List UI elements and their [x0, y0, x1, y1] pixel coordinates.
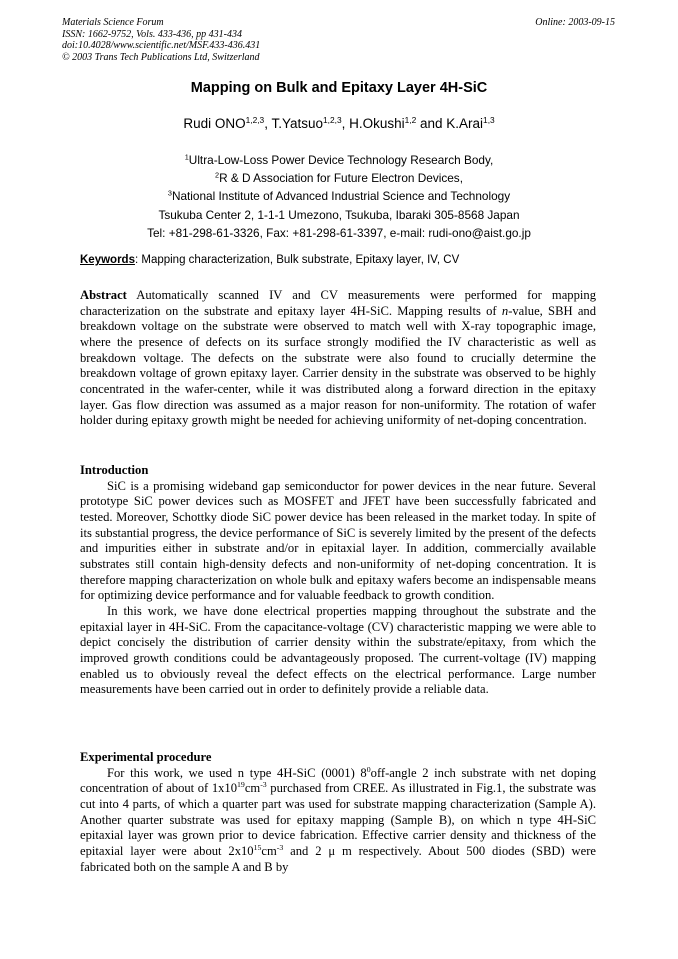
- experimental-section: [80, 750, 596, 875]
- text-run: For this work, we used n type 4H-SiC (0001) 8: [107, 765, 367, 780]
- author-affil-mark: 1,2: [404, 114, 417, 125]
- abstract-text: Automatically scanned IV and CV measurements were performed for mapping characterization on the substrate and epitaxy layer 4H-SiC. Mapping results of: [80, 288, 596, 318]
- degree-mark: 0: [366, 764, 371, 774]
- text-run: and 2 μ m respectively. About 500 diodes (SBD) were fabricated both on the sample A and B by: [80, 843, 596, 874]
- author-list: [0, 116, 678, 131]
- address-line: Tsukuba Center 2, 1-1-1 Umezono, Tsukuba, Ibaraki 305-8568 Japan: [158, 207, 520, 222]
- affil-text: R & D Association for Future Electron Devices,: [219, 171, 463, 186]
- text-run: cm: [244, 781, 261, 796]
- text-run: cm: [261, 843, 277, 858]
- journal-name: Materials Science Forum: [62, 17, 164, 28]
- text-run: off-angle 2 inch substrate with net doping concentration of about of 1x10: [80, 765, 596, 796]
- affil-mark: 1: [184, 152, 189, 162]
- keywords-text: : Mapping characterization, Bulk substrate, Epitaxy layer, IV, CV: [134, 254, 460, 266]
- author-name: Rudi ONO: [183, 116, 246, 131]
- exponent: -3: [276, 843, 284, 853]
- author-affil-mark: 1,3: [483, 114, 495, 125]
- author-affil-mark: 1,2,3: [245, 114, 265, 125]
- paragraph: SiC is a promising wideband gap semiconductor for power devices in the near future. Several prototype SiC power devices such as MOSFET and JFET have been successfully fabricated and tested. Moreover, Schottky diode SiC power device has been released in the market today. In spite of its substantial progress, the device performance of SiC is severely limited by the present of the defects and impurities either in substrate and/or in epitaxial layer. In addition, commercially available substrates still contain high-density defects and non-uniformity of net-doping concentration. It is therefore mapping characterization on whole bulk and epitaxy wafers become an indispensable means for optimizing device performance and for valuable feedback to growth condition.: [80, 478, 596, 603]
- issn-line: ISSN: 1662-9752, Vols. 433-436, pp 431-434: [62, 28, 242, 40]
- exponent: -3: [260, 780, 267, 790]
- abstract-label: Abstract: [80, 288, 127, 302]
- section-heading: Experimental procedure: [80, 750, 212, 764]
- journal-header: [62, 17, 260, 63]
- affiliation-line: [0, 151, 678, 169]
- paragraph: In this work, we have done electrical properties mapping throughout the substrate and the epitaxial layer in 4H-SiC. From the capacitance-voltage (CV) characteristic mapping we were able to depict concisely the distribution of carrier density within the substrate/epitaxy, from which the improved growth conditions could be advantageously proposed. The current-voltage (IV) mapping enabled us to obviously reveal the defect effects on the electrical performance. Large number measurements have been carried out in order to definitely provide a reliable data.: [80, 603, 596, 697]
- paper-title: Mapping on Bulk and Epitaxy Layer 4H-SiC: [190, 80, 488, 96]
- contact-line: Tel: +81-298-61-3326, Fax: +81-298-61-3397, e-mail: rudi-ono@aist.go.jp: [147, 225, 531, 240]
- copyright-line: © 2003 Trans Tech Publications Ltd, Switzerland: [62, 51, 260, 63]
- exponent: 15: [253, 843, 262, 853]
- author-name: and K.Arai: [416, 116, 484, 131]
- author-affil-mark: 1,2,3: [323, 114, 342, 125]
- paragraph: [80, 766, 596, 876]
- online-date: Online: 2003-09-15: [535, 17, 615, 28]
- affil-text: Ultra-Low-Loss Power Device Technology Research Body,: [188, 153, 494, 167]
- keywords: [80, 254, 600, 266]
- text-run: purchased from CREE. As illustrated in Fig.1, the substrate was cut into 4 parts, of which a quarter part was used for substrate mapping characterization (Sample A). Another quarter substrate was used for epitaxy mapping (Sample B), on which n type 4H-SiC epitaxial layer was grown prior to device fabrication. Effective carrier density and thickness of the epitaxial layer were about 2x10: [80, 781, 596, 858]
- doi-link[interactable]: doi:10.4028/www.scientific.net/MSF.433-436.431: [62, 40, 261, 52]
- affil-text: National Institute of Advanced Industrial Science and Technology: [171, 189, 511, 204]
- exponent: 19: [237, 780, 245, 790]
- author-name: , H.Okushi: [341, 116, 405, 131]
- author-name: , T.Yatsuo: [264, 116, 323, 131]
- keywords-label: Keywords: [80, 254, 135, 266]
- affiliation-line: [0, 187, 678, 205]
- affil-mark: 2: [215, 170, 220, 180]
- affil-mark: 3: [167, 188, 172, 198]
- introduction-section: [80, 463, 596, 698]
- affiliation-line: [0, 169, 678, 187]
- abstract-text: -value, SBH and breakdown voltage on the substrate were observed to match well with X-ray topographic image, where the presence of defects on its surface strongly modified the IV characteristic as well as breakdown voltage. The defects on the substrate were also found to crucially determine the breakdown voltage of grown epitaxy layer. Carrier density in the substrate was observed to be highly concentrated in the wafer-center, while it was distributed along a forward direction in the epitaxy layer. Gas flow direction was assumed as a major reason for non-uniformity. The rotation of wafer holder during epitaxy growth might be needed for achieving uniformity of net-doping concentration.: [80, 303, 596, 428]
- abstract-italic: n: [501, 303, 509, 318]
- abstract: [80, 288, 596, 429]
- section-heading: Introduction: [80, 463, 149, 477]
- affiliations: [0, 151, 678, 242]
